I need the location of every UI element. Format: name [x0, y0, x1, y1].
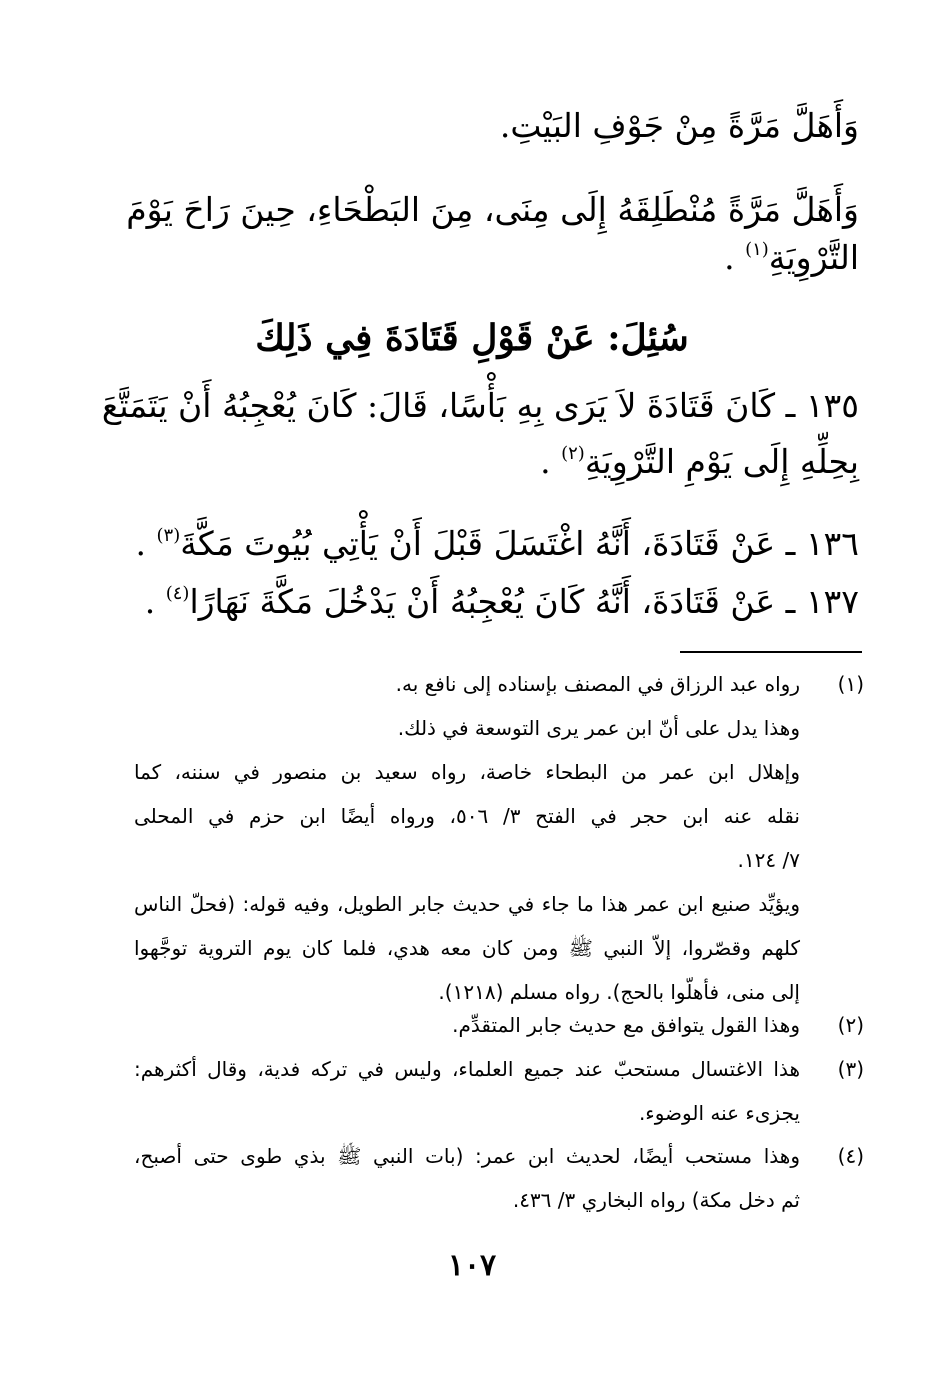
entry-136-text: عَنْ قَتَادَةَ، أَنَّهُ اغْتَسَلَ قَبْلَ أَنْ يَأْتِي بُيُوتَ مَكَّةَ [180, 524, 776, 563]
footnote-1-line: وإهلال ابن عمر من البطحاء خاصة، رواه سعيد بن منصور في سننه، كما [134, 760, 800, 784]
entry-135-text: كَانَ قَتَادَةَ لاَ يَرَى بِهِ بَأْسًا، قَالَ: كَانَ يُعْجِبُهُ أَنْ يَتَمَتَّعَ [101, 386, 776, 425]
entry-135-line-2: بِحِلِّهِ إِلَى يَوْمِ التَّرْوِيَةِ$^{(٢)}$ . [540, 442, 859, 481]
footnote-3-number: (٣) [837, 1057, 864, 1081]
footnote-4-number: (٤) [837, 1144, 864, 1168]
footnote-separator [680, 651, 862, 653]
footnote-1-line: ٧/ ١٢٤. [737, 848, 800, 872]
footnote-ref-3: (٣) [156, 525, 181, 546]
footnote-4 [134, 1134, 864, 1222]
text-line-3-body: التَّرْوِيَةِ [768, 238, 859, 277]
footnote-3-line: هذا الاغتسال مستحبّ عند جميع العلماء، وليس في تركه فدية، وقال أكثرهم: [134, 1057, 800, 1081]
footnote-1-line: وهذا يدل على أنّ ابن عمر يرى التوسعة في ذلك. [397, 716, 800, 740]
footnote-4-line: وهذا مستحب أيضًا، لحديث ابن عمر: (بات النبي ﷺ بذي طوى حتى أصبح، [134, 1144, 800, 1168]
footnote-1-line: نقله عنه ابن حجر في الفتح ٣/ ٥٠٦، ورواه أيضًا ابن حزم في المحلى [134, 804, 800, 828]
text-line-1: وَأَهَلَّ مَرَّةً مِنْ جَوْفِ البَيْتِ. [499, 106, 859, 145]
footnote-2-line: وهذا القول يتوافق مع حديث جابر المتقدِّم. [452, 1013, 800, 1037]
footnote-2-number: (٢) [837, 1013, 864, 1037]
footnote-4-line: ثم دخل مكة) رواه البخاري ٣/ ٤٣٦. [512, 1188, 800, 1212]
section-heading: سُئِلَ: عَنْ قَوْلِ قَتَادَةَ فِي ذَلِكَ [255, 317, 689, 359]
entry-135-text-2: بِحِلِّهِ إِلَى يَوْمِ التَّرْوِيَةِ [584, 442, 859, 481]
text-line-2: وَأَهَلَّ مَرَّةً مُنْطَلِقَهُ إِلَى مِنَى، مِنَ البَطْحَاءِ، حِينَ رَاحَ يَوْمَ [126, 190, 859, 229]
footnote-1-line: ويؤيِّد صنيع ابن عمر هذا ما جاء في حديث جابر الطويل، وفيه قوله: (فحلّ الناس [134, 892, 800, 916]
page-number: ١٠٧ [447, 1248, 497, 1283]
entry-136: ١٣٦ ـ عَنْ قَتَادَةَ، أَنَّهُ اغْتَسَلَ قَبْلَ أَنْ يَأْتِي بُيُوتَ مَكَّةَ$^{(٣)}$ . [135, 524, 859, 563]
footnote-1-line: إلى منى، فأهلّوا بالحج). رواه مسلم (١٢١٨). [438, 980, 800, 1004]
text-line-3: التَّرْوِيَةِ$^{(١)}$ . [724, 238, 859, 277]
footnote-3 [134, 1047, 864, 1135]
entry-137: ١٣٧ ـ عَنْ قَتَادَةَ، أَنَّهُ كَانَ يُعْجِبُهُ أَنْ يَدْخُلَ مَكَّةَ نَهَارًا$^{(٤)}$ . [144, 582, 859, 621]
footnote-2 [134, 1003, 864, 1047]
entry-136-number: ١٣٦ ـ [785, 524, 859, 563]
footnote-3-line: يجزىء عنه الوضوء. [638, 1101, 800, 1125]
footnote-1-line: كلهم وقصّروا، إلاّ النبي ﷺ ومن كان معه هدي، فلما كان يوم التروية توجَّهوا [134, 936, 800, 960]
footnote-ref-1: (١) [745, 239, 769, 260]
footnote-1-number: (١) [837, 672, 864, 696]
footnote-1 [134, 662, 864, 1014]
footnote-ref-4: (٤) [165, 583, 190, 604]
footnote-1-line: رواه عبد الرزاق في المصنف بإسناده إلى نافع به. [395, 672, 800, 696]
entry-137-number: ١٣٧ ـ [785, 582, 859, 621]
footnote-ref-2: (٢) [561, 443, 585, 464]
entry-135-line-1 [101, 376, 859, 436]
entry-135-number: ١٣٥ ـ [785, 386, 859, 425]
entry-137-text: عَنْ قَتَادَةَ، أَنَّهُ كَانَ يُعْجِبُهُ أَنْ يَدْخُلَ مَكَّةَ نَهَارًا [189, 582, 776, 621]
